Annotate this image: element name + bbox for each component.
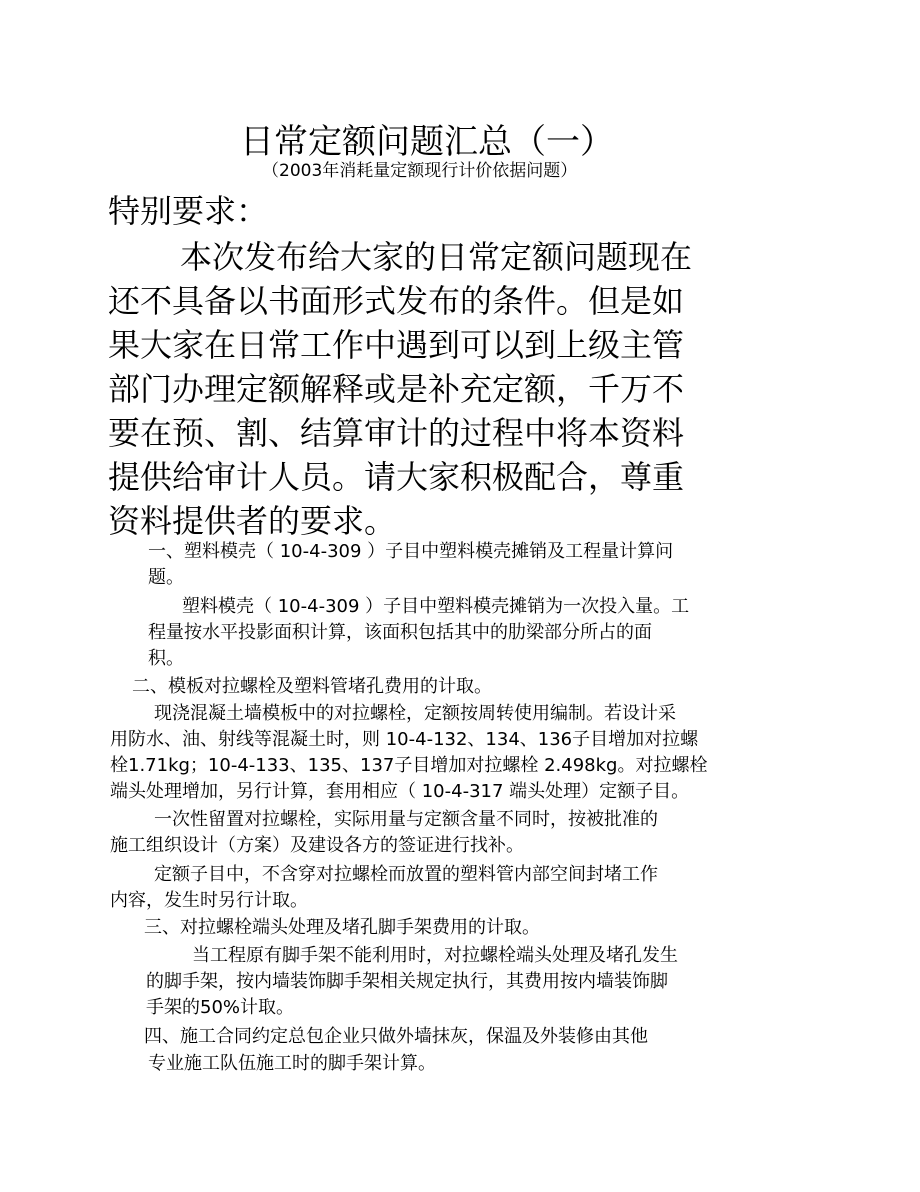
section-4-heading: 专业施工队伍施工时的脚手架计算。 <box>148 1053 436 1074</box>
document-subtitle: （2003年消耗量定额现行计价依据问题） <box>262 161 578 181</box>
section-4-heading: 四、施工合同约定总包企业只做外墙抹灰，保温及外装修由其他 <box>144 1026 648 1047</box>
section-2-paragraph: 用防水、油、射线等混凝土时，则 10-4-132、134、136子目增加对拉螺 <box>110 729 699 750</box>
section-1-paragraph: 塑料模壳（ 10-4-309 ）子目中塑料模壳摊销为一次投入量。工 <box>182 596 690 617</box>
special-requirement-heading: 特别要求： <box>108 192 269 230</box>
special-requirement-line: 要在预、割、结算审计的过程中将本资料 <box>108 414 685 452</box>
special-requirement-line: 提供给审计人员。请大家积极配合，尊重 <box>108 458 685 496</box>
section-2-paragraph: 一次性留置对拉螺栓，实际用量与定额含量不同时，按被批准的 <box>154 809 658 830</box>
special-requirement-line: 还不具备以书面形式发布的条件。但是如 <box>108 282 685 320</box>
section-1-paragraph: 积。 <box>148 648 184 669</box>
section-2-paragraph: 施工组织设计（方案）及建设各方的签证进行找补。 <box>110 835 524 856</box>
special-requirement-line: 果大家在日常工作中遇到可以到上级主管 <box>108 326 685 364</box>
section-2-paragraph: 定额子目中，不含穿对拉螺栓而放置的塑料管内部空间封堵工作 <box>154 864 658 885</box>
section-2-paragraph: 栓1.71kg；10-4-133、135、137子目增加对拉螺栓 2.498kg。对拉螺栓 <box>110 755 708 776</box>
section-2-paragraph: 现浇混凝土墙模板中的对拉螺栓，定额按周转使用编制。若设计采 <box>154 703 676 724</box>
special-requirement-line: 本次发布给大家的日常定额问题现在 <box>180 238 693 276</box>
section-1-paragraph: 程量按水平投影面积计算，该面积包括其中的肋梁部分所占的面 <box>148 622 652 643</box>
section-2-paragraph: 内容，发生时另行计取。 <box>110 890 308 911</box>
special-requirement-line: 资料提供者的要求。 <box>108 502 397 540</box>
section-3-paragraph: 的脚手架，按内墙装饰脚手架相关规定执行，其费用按内墙装饰脚 <box>146 971 668 992</box>
document-title: 日常定额问题汇总（一） <box>240 122 614 162</box>
section-1-heading: 一、塑料模壳（ 10-4-309 ）子目中塑料模壳摊销及工程量计算问 <box>148 541 674 562</box>
section-3-paragraph: 手架的50%计取。 <box>146 997 295 1018</box>
section-3-paragraph: 当工程原有脚手架不能利用时，对拉螺栓端头处理及堵孔发生 <box>192 945 678 966</box>
special-requirement-line: 部门办理定额解释或是补充定额，千万不 <box>108 370 685 408</box>
section-2-heading: 二、模板对拉螺栓及塑料管堵孔费用的计取。 <box>132 676 492 697</box>
section-3-heading: 三、对拉螺栓端头处理及堵孔脚手架费用的计取。 <box>144 917 540 938</box>
section-1-heading: 题。 <box>148 567 184 588</box>
section-2-paragraph: 端头处理增加，另行计算，套用相应（ 10-4-317 端头处理）定额子目。 <box>110 781 690 802</box>
